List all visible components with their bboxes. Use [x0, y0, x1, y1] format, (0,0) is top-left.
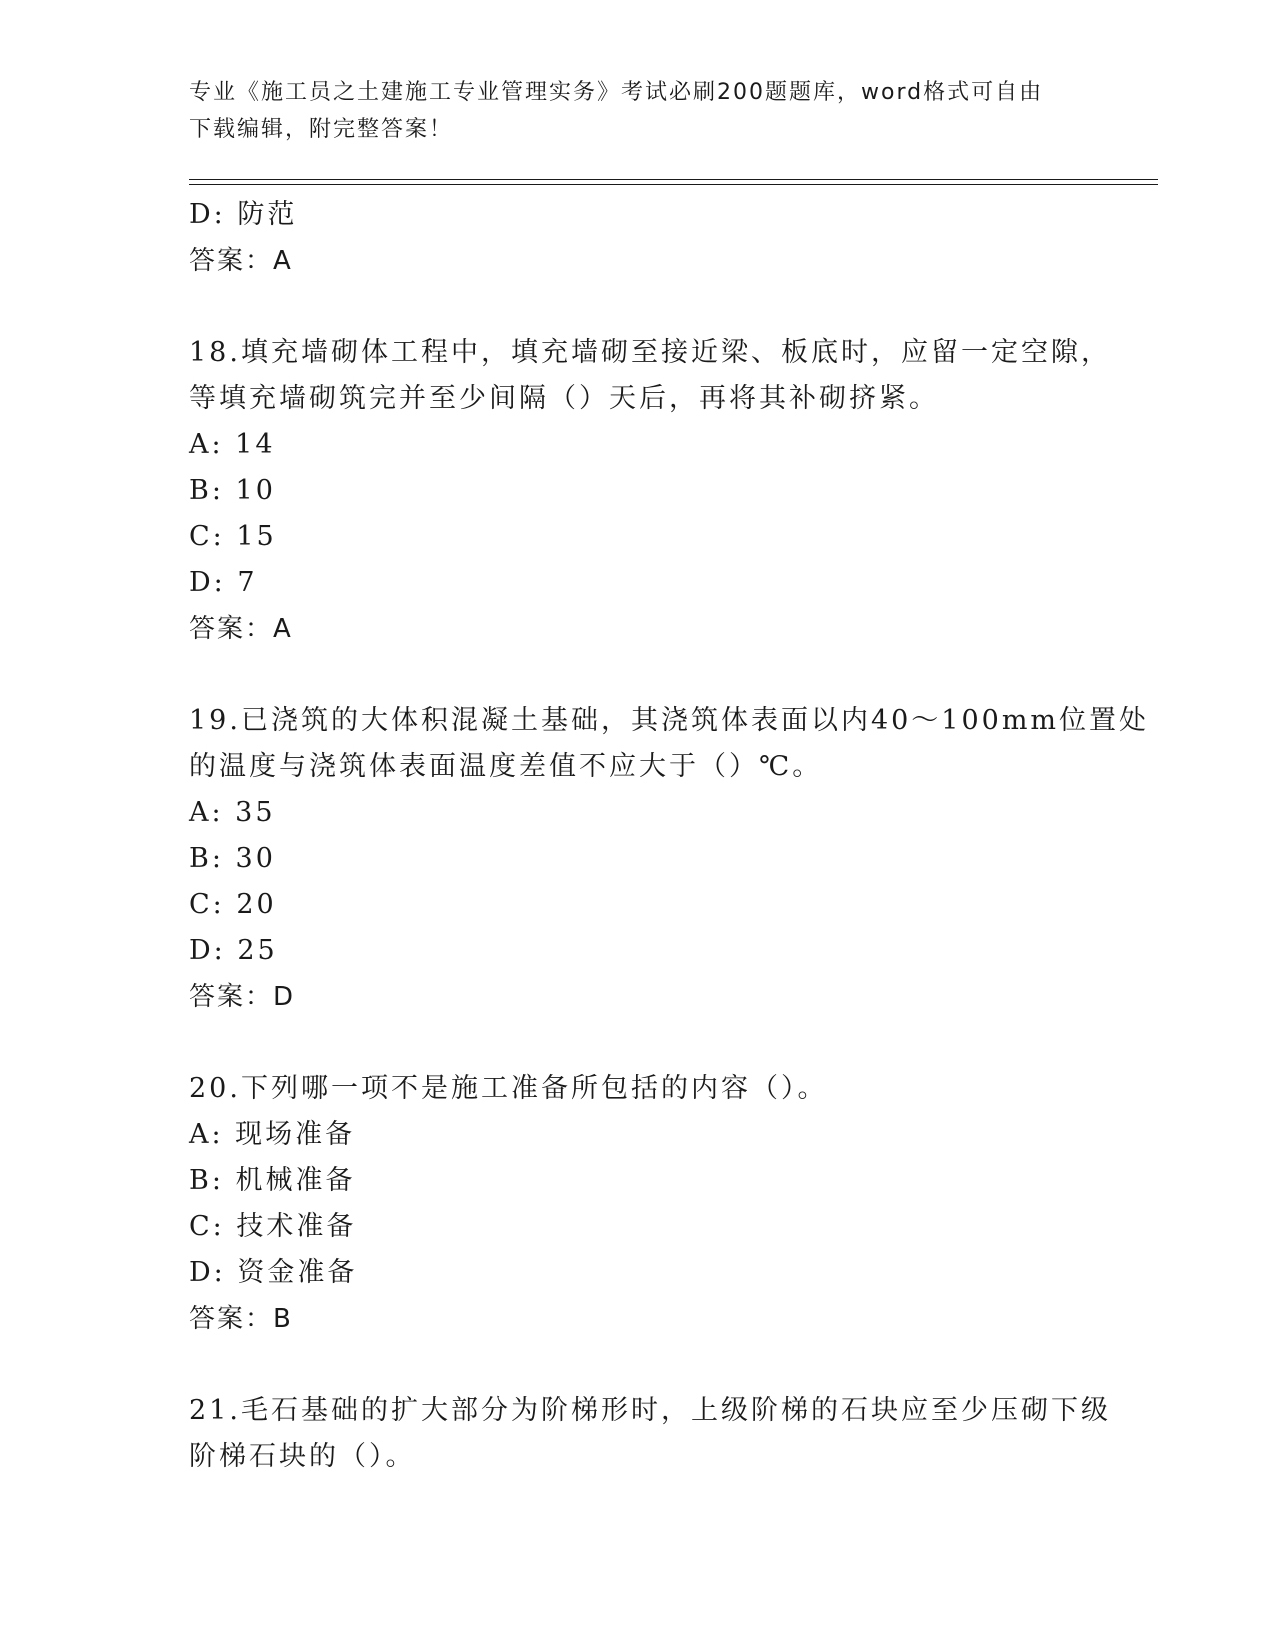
option-c: C: 20: [189, 889, 277, 920]
spacer: [189, 284, 1089, 330]
prev-answer: 答案：A: [189, 246, 293, 276]
spacer: [189, 652, 1089, 698]
option-c: C: 15: [189, 521, 277, 552]
header-line-2: 下载编辑，附完整答案！: [189, 117, 454, 142]
question-stem: 19.已浇筑的大体积混凝土基础，其浇筑体表面以内40～100mm位置处: [189, 705, 1150, 736]
option-d: D: 资金准备: [189, 1257, 358, 1288]
answer: 答案：D: [189, 982, 296, 1012]
header-rule-bottom: [189, 184, 1158, 185]
answer: 答案：A: [189, 614, 293, 644]
question-content: [189, 192, 1150, 1480]
question-18: [189, 330, 1111, 652]
spacer: [189, 1342, 1089, 1388]
question-20: [189, 1066, 1089, 1342]
option-b: B: 10: [189, 475, 276, 506]
option-d: D: 25: [189, 935, 278, 966]
question-stem: 等填充墙砌筑完并至少间隔（）天后，再将其补砌挤紧。: [189, 383, 939, 414]
question-stem: 21.毛石基础的扩大部分为阶梯形时，上级阶梯的石块应至少压砌下级: [189, 1395, 1111, 1426]
option-c: C: 技术准备: [189, 1211, 357, 1242]
spacer: [189, 1020, 1089, 1066]
option-b: B: 机械准备: [189, 1165, 356, 1196]
page-header: [189, 74, 1089, 148]
question-19: [189, 698, 1150, 1020]
question-stem: 的温度与浇筑体表面温度差值不应大于（）℃。: [189, 751, 823, 782]
header-line-1: 专业《施工员之土建施工专业管理实务》考试必刷200题题库，word格式可自由: [189, 80, 1044, 105]
option-a: A: 14: [189, 429, 276, 460]
option-a: A: 现场准备: [189, 1119, 356, 1150]
prev-option-d: D: 防范: [189, 199, 298, 230]
question-stem: 20.下列哪一项不是施工准备所包括的内容（）。: [189, 1073, 828, 1104]
option-b: B: 30: [189, 843, 276, 874]
question-21: [189, 1388, 1111, 1480]
question-stem: 18.填充墙砌体工程中，填充墙砌至接近梁、板底时，应留一定空隙，: [189, 337, 1111, 368]
question-stem: 阶梯石块的（）。: [189, 1441, 416, 1472]
header-rule-top: [189, 179, 1158, 180]
option-a: A: 35: [189, 797, 276, 828]
answer: 答案：B: [189, 1304, 293, 1334]
option-d: D: 7: [189, 567, 258, 598]
